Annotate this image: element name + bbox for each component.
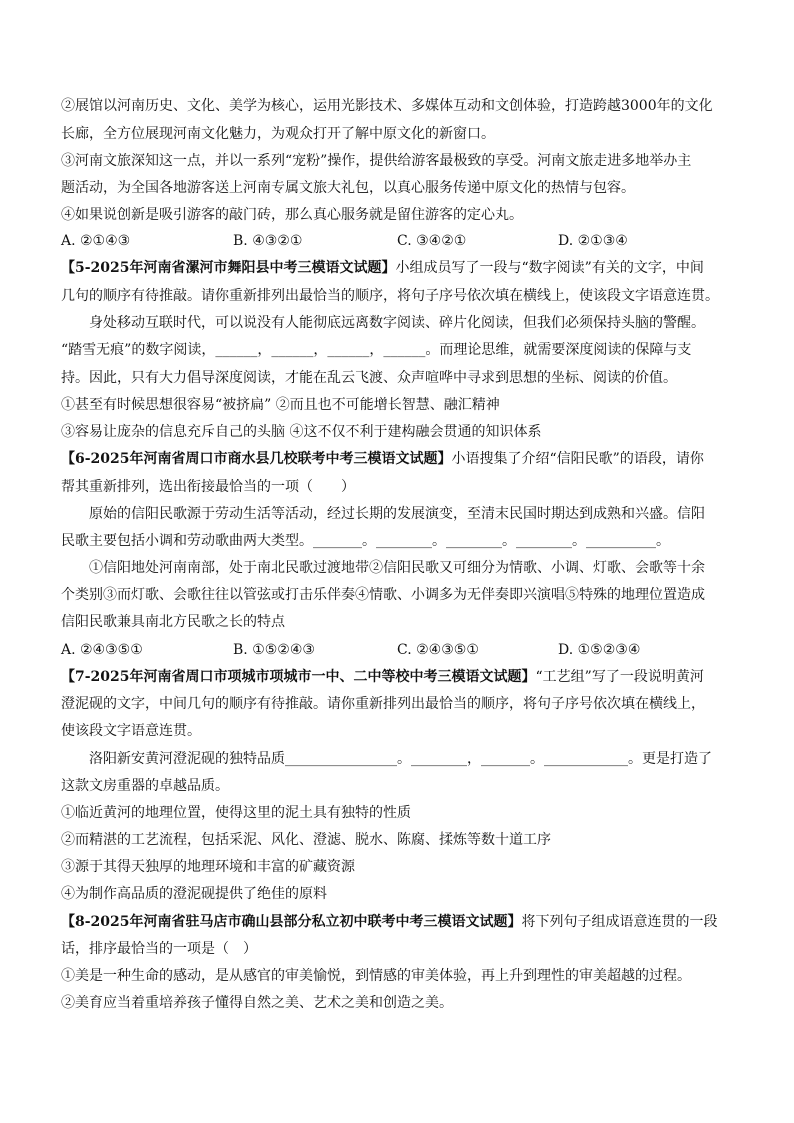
q7-question-line-1 [61,667,704,687]
q4-option-d: D. ②①③④ [558,233,628,249]
q6-intro: 小语搜集了介绍“信阳民歌”的语段，请你 [451,451,704,467]
q6-option-a: A. ②④③⑤① [61,642,143,658]
q5-passage-line-2: “踏雪无痕”的数字阅读，______，______，______，______。而理论思维，就需要深度阅读的保障与支 [61,342,692,358]
q6-option-b: B. ①⑤②④③ [233,642,315,658]
q7-passage-line-1: 洛阳新安黄河澄泥砚的独特品质________________。________，_______。____________。更是打造了 [89,751,712,767]
q5-sentences-1: ①甚至有时候思想很容易“被挤扁” ②而且也不可能增长智慧、融汇精神 [61,397,500,413]
q6-header: 【6-2025年河南省周口市商水县几校联考中考三模语文试题】 [61,451,452,467]
q4-sentence-4: ④如果说创新是吸引游客的敲门砖，那么真心服务就是留住游客的定心丸。 [61,207,523,223]
q5-sentences-2: ③容易让庞杂的信息充斥自己的头脑 ④这不仅不利于建构融会贯通的知识体系 [61,424,542,440]
q5-intro-cont: 几句的顺序有待推敲。请你重新排列出最恰当的顺序，将句子序号依次填在横线上，使该段文字语意连贯。 [61,288,719,304]
q5-passage-line-3: 持。因此，只有大力倡导深度阅读，才能在乱云飞渡、众声喧哗中寻求到思想的坐标、阅读的价值。 [61,370,677,386]
q5-passage-line-1: 身处移动互联时代，可以说没有人能彻底远离数字阅读、碎片化阅读，但我们必须保持头脑的警醒。 [89,315,705,331]
q8-sentence-1: ①美是一种生命的感动，是从感官的审美愉悦，到情感的审美体验，再上升到理性的审美超越的过程。 [61,968,691,984]
q7-sentence-2: ②而精湛的工艺流程，包括采泥、风化、澄滤、脱水、陈腐、揉炼等数十道工序 [61,832,551,848]
q6-sentences-2: 个类别③而灯歌、会歌往往以管弦或打击乐伴奏④情歌、小调多为无伴奏即兴演唱⑤特殊的地理位置造成 [61,587,705,603]
q7-intro: “工艺组”写了一段说明黄河 [535,669,704,685]
q4-option-a: A. ②①④③ [61,233,131,249]
q4-sentence-2-cont: 长廊，全方位展现河南文化魅力，为观众打开了解中原文化的新窗口。 [61,126,495,142]
q8-intro: 将下列句子组成语意连贯的一段 [521,914,718,930]
q8-header: 【8-2025年河南省驻马店市确山县部分私立初中联考中考三模语文试题】 [61,914,522,930]
q8-intro-cont: 话，排序最恰当的一项是（ ） [61,941,257,957]
q6-sentences-1: ①信阳地处河南南部，处于南北民歌过渡地带②信阳民歌又可细分为情歌、小调、灯歌、会歌等十余 [89,560,705,576]
q7-intro-cont: 澄泥砚的文字，中间几句的顺序有待推敲。请你重新排列出最恰当的顺序，将句子序号依次填在横线上， [61,696,705,712]
q8-sentence-2: ②美育应当着重培养孩子懂得自然之美、艺术之美和创造之美。 [61,995,453,1011]
q7-sentence-1: ①临近黄河的地理位置，使得这里的泥土具有独特的性质 [61,805,411,821]
q6-passage-line-2: 民歌主要包括小调和劳动歌曲两大类型。_______。________。________。________。__________。 [61,533,670,549]
q7-sentence-4: ④为制作高品质的澄泥砚提供了绝佳的原料 [61,886,327,902]
q4-sentence-3-cont: 题活动，为全国各地游客送上河南专属文旅大礼包，以真心服务传递中原文化的热情与包容。 [61,180,635,196]
q6-option-d: D. ①⑤②③④ [558,642,641,658]
q6-sentences-3: 信阳民歌兼具南北方民歌之长的特点 [61,614,285,630]
q6-passage-line-1: 原始的信阳民歌源于劳动生活等活动，经过长期的发展演变，至清末民国时期达到成熟和兴盛。信阳 [89,506,705,522]
q4-option-c: C. ③④②① [397,233,467,249]
q8-question-line-1 [61,912,718,932]
q6-option-c: C. ②④③⑤① [397,642,479,658]
q4-option-b: B. ④③②① [233,233,303,249]
q4-sentence-2: ②展馆以河南历史、文化、美学为核心，运用光影技术、多媒体互动和文创体验，打造跨越3000年的文化 [61,98,713,114]
q4-sentence-3: ③河南文旅深知这一点，并以一系列“宠粉”操作，提供给游客最极致的享受。河南文旅走进多地举办主 [61,153,692,169]
q7-sentence-3: ③源于其得天独厚的地理环境和丰富的矿藏资源 [61,859,355,875]
q5-header: 【5-2025年河南省漯河市舞阳县中考三模语文试题】 [61,260,396,276]
q5-question-line-1 [61,258,704,278]
q5-intro: 小组成员写了一段与“数字阅读”有关的文字，中间 [395,260,704,276]
q6-question-line-1 [61,449,704,469]
q7-passage-line-2: 这款文房重器的卓越品质。 [61,778,229,794]
q7-header: 【7-2025年河南省周口市项城市项城市一中、二中等校中考三模语文试题】 [61,669,536,685]
q6-intro-cont: 帮其重新排列，选出衔接最恰当的一项（ ） [61,479,355,495]
q7-intro-cont-2: 使该段文字语意连贯。 [61,723,201,739]
